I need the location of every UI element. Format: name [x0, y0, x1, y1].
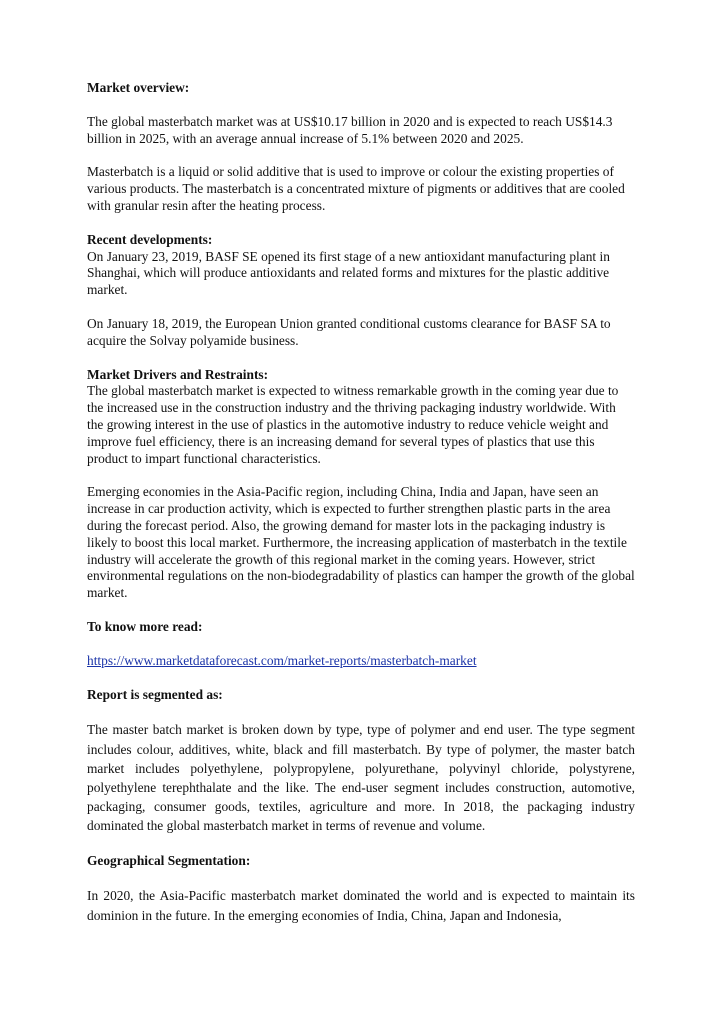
segmented-paragraph: The master batch market is broken down by type, type of polymer and end user. The type segment includes colour, additives, white, black and fill masterbatch. By type of polymer, the master batch market includes polyethylene, polypropylene, polyurethane, polyvinyl chloride, polystyrene, polyethylene terephthalate and the like. The end-user segment includes construction, automotive, packaging, consumer goods, textiles, agriculture and more. In 2018, the packaging industry dominated the global masterbatch market in terms of revenue and volume.: [87, 722, 635, 834]
drivers-restraints-paragraph-2: Emerging economies in the Asia-Pacific region, including China, India and Japan, have seen an increase in car production activity, which is expected to further strengthen plastic parts in the area during the forecast period. Also, the growing demand for master lots in the packaging industry is likely to boost this local market. Furthermore, the increasing application of masterbatch in the textile industry will accelerate the growth of this regional market in the coming years. However, strict environmental regulations on the non-biodegradability of plastics can hamper the growth of the global market.: [87, 484, 635, 601]
segmented-heading: Report is segmented as:: [87, 686, 223, 702]
know-more-heading: To know more read:: [87, 618, 203, 634]
drivers-restraints-paragraph-1: The global masterbatch market is expected to witness remarkable growth in the coming year due to the increased use in the construction industry and the thriving packaging industry worldwide. With the growing interest in the use of plastics in the automotive industry to reduce vehicle weight and improve fuel efficiency, there is an increasing demand for several types of plastics that use this product to impart functional characteristics.: [87, 383, 619, 466]
document-page: [87, 80, 635, 925]
masterbatch-report-link[interactable]: https://www.marketdataforecast.com/market-reports/masterbatch-market: [87, 652, 477, 668]
geographical-heading: Geographical Segmentation:: [87, 852, 251, 868]
market-overview-paragraph-2: Masterbatch is a liquid or solid additive that is used to improve or colour the existing properties of various products. The masterbatch is a concentrated mixture of pigments or additives that are cooled with granular resin after the heating process.: [87, 164, 625, 213]
recent-developments-paragraph-2: On January 18, 2019, the European Union granted conditional customs clearance for BASF SA to acquire the Solvay polyamide business.: [87, 315, 611, 348]
drivers-restraints-heading: Market Drivers and Restraints:: [87, 366, 269, 382]
recent-developments-heading: Recent developments:: [87, 231, 213, 247]
recent-developments-paragraph-1: On January 23, 2019, BASF SE opened its first stage of a new antioxidant manufacturing plant in Shanghai, which will produce antioxidants and related forms and mixtures for the plastic additive market.: [87, 248, 610, 298]
geographical-paragraph: In 2020, the Asia-Pacific masterbatch market dominated the world and is expected to maintain its dominion in the future. In the emerging economies of India, China, Japan and Indonesia,: [87, 888, 635, 923]
market-overview-heading: Market overview:: [87, 80, 190, 95]
market-overview-paragraph-1: The global masterbatch market was at US$10.17 billion in 2020 and is expected to reach US$14.3 billion in 2025, with an average annual increase of 5.1% between 2020 and 2025.: [87, 113, 613, 146]
know-more-link-line: [87, 653, 635, 670]
